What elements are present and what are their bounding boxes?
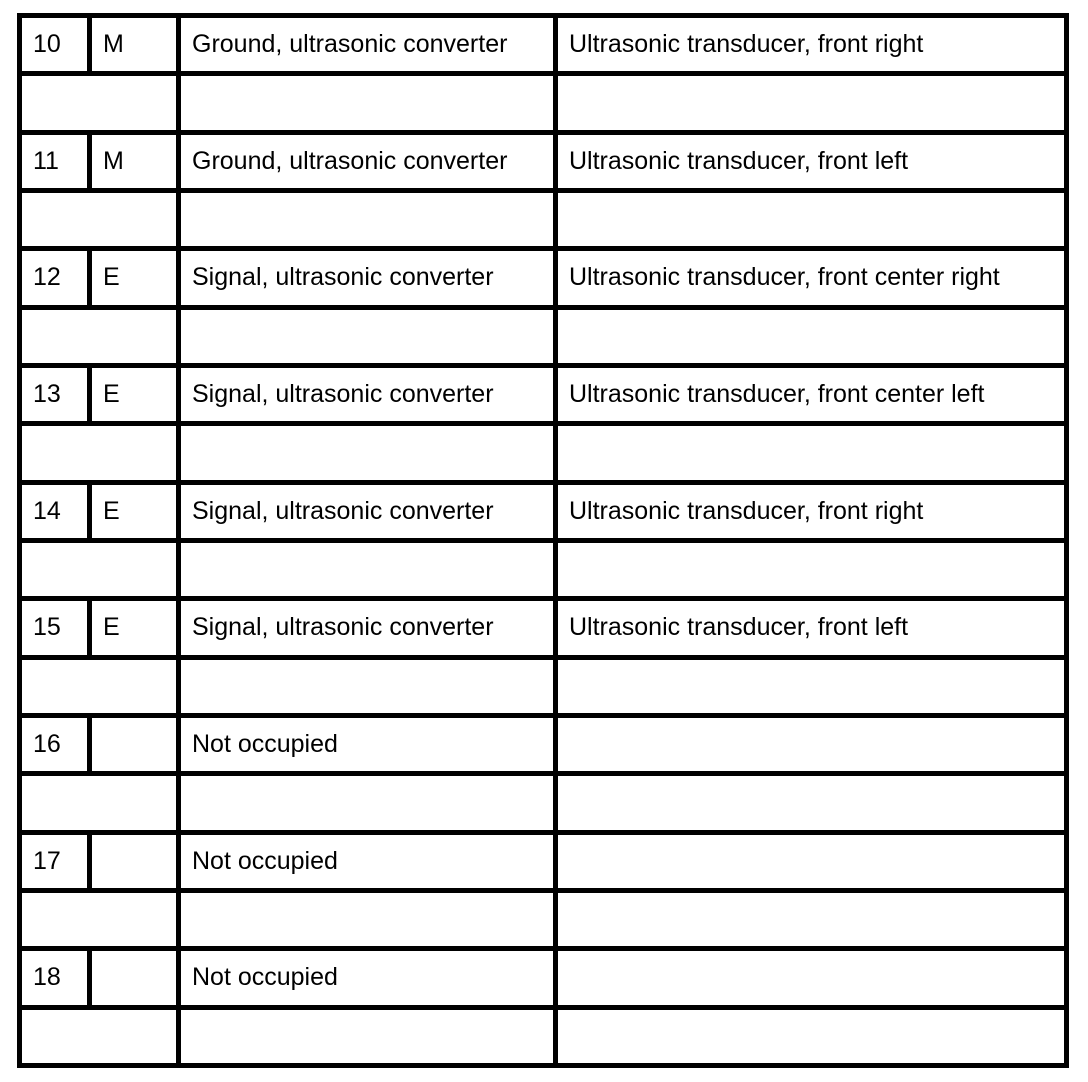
pin-type-cell: E: [90, 482, 179, 540]
function-cell: Not occupied: [179, 715, 556, 773]
spacer-cell: [20, 657, 179, 715]
spacer-cell: [20, 74, 179, 132]
table-row: [20, 482, 1067, 540]
spacer-cell: [556, 424, 1067, 482]
component-cell: [556, 715, 1067, 773]
function-cell: Not occupied: [179, 832, 556, 890]
component-cell: [556, 949, 1067, 1007]
component-cell: Ultrasonic transducer, front center right: [556, 249, 1067, 307]
table-spacer-row: [20, 657, 1067, 715]
pin-type-cell: E: [90, 249, 179, 307]
pin-number-cell: 12: [20, 249, 90, 307]
table-row: [20, 16, 1067, 74]
pin-type-cell: [90, 715, 179, 773]
table-row: [20, 949, 1067, 1007]
pin-number-cell: 18: [20, 949, 90, 1007]
spacer-cell: [20, 1007, 179, 1065]
spacer-cell: [556, 774, 1067, 832]
function-cell: Ground, ultrasonic converter: [179, 132, 556, 190]
table-row: [20, 132, 1067, 190]
function-cell: Signal, ultrasonic converter: [179, 482, 556, 540]
table-row: [20, 832, 1067, 890]
component-cell: Ultrasonic transducer, front right: [556, 16, 1067, 74]
spacer-cell: [179, 307, 556, 365]
spacer-cell: [179, 657, 556, 715]
table-row: [20, 249, 1067, 307]
pin-number-cell: 15: [20, 599, 90, 657]
table-spacer-row: [20, 307, 1067, 365]
pin-type-cell: E: [90, 599, 179, 657]
spacer-cell: [179, 1007, 556, 1065]
pin-number-cell: 10: [20, 16, 90, 74]
table-spacer-row: [20, 190, 1067, 248]
spacer-cell: [179, 774, 556, 832]
pin-type-cell: M: [90, 16, 179, 74]
spacer-cell: [179, 540, 556, 598]
function-cell: Ground, ultrasonic converter: [179, 16, 556, 74]
spacer-cell: [556, 1007, 1067, 1065]
pin-number-cell: 16: [20, 715, 90, 773]
spacer-cell: [179, 424, 556, 482]
pin-number-cell: 13: [20, 365, 90, 423]
spacer-cell: [20, 774, 179, 832]
table-spacer-row: [20, 74, 1067, 132]
spacer-cell: [20, 190, 179, 248]
spacer-cell: [556, 190, 1067, 248]
table-spacer-row: [20, 890, 1067, 948]
component-cell: [556, 832, 1067, 890]
table-row: [20, 599, 1067, 657]
pin-number-cell: 14: [20, 482, 90, 540]
spacer-cell: [556, 540, 1067, 598]
table-row: [20, 715, 1067, 773]
spacer-cell: [179, 890, 556, 948]
table-spacer-row: [20, 1007, 1067, 1065]
pin-number-cell: 11: [20, 132, 90, 190]
spacer-cell: [556, 890, 1067, 948]
spacer-cell: [20, 424, 179, 482]
component-cell: Ultrasonic transducer, front left: [556, 132, 1067, 190]
function-cell: Signal, ultrasonic converter: [179, 365, 556, 423]
spacer-cell: [556, 307, 1067, 365]
pin-type-cell: [90, 832, 179, 890]
pin-number-cell: 17: [20, 832, 90, 890]
table-spacer-row: [20, 774, 1067, 832]
pin-type-cell: E: [90, 365, 179, 423]
spacer-cell: [20, 540, 179, 598]
pin-assignment-table: [17, 13, 1069, 1068]
table-spacer-row: [20, 540, 1067, 598]
spacer-cell: [556, 74, 1067, 132]
pin-type-cell: [90, 949, 179, 1007]
table-row: [20, 365, 1067, 423]
spacer-cell: [20, 307, 179, 365]
component-cell: Ultrasonic transducer, front center left: [556, 365, 1067, 423]
pin-table-body: [20, 16, 1067, 1066]
component-cell: Ultrasonic transducer, front right: [556, 482, 1067, 540]
spacer-cell: [556, 657, 1067, 715]
function-cell: Signal, ultrasonic converter: [179, 249, 556, 307]
pin-type-cell: M: [90, 132, 179, 190]
spacer-cell: [20, 890, 179, 948]
table-spacer-row: [20, 424, 1067, 482]
function-cell: Signal, ultrasonic converter: [179, 599, 556, 657]
component-cell: Ultrasonic transducer, front left: [556, 599, 1067, 657]
function-cell: Not occupied: [179, 949, 556, 1007]
spacer-cell: [179, 190, 556, 248]
spacer-cell: [179, 74, 556, 132]
